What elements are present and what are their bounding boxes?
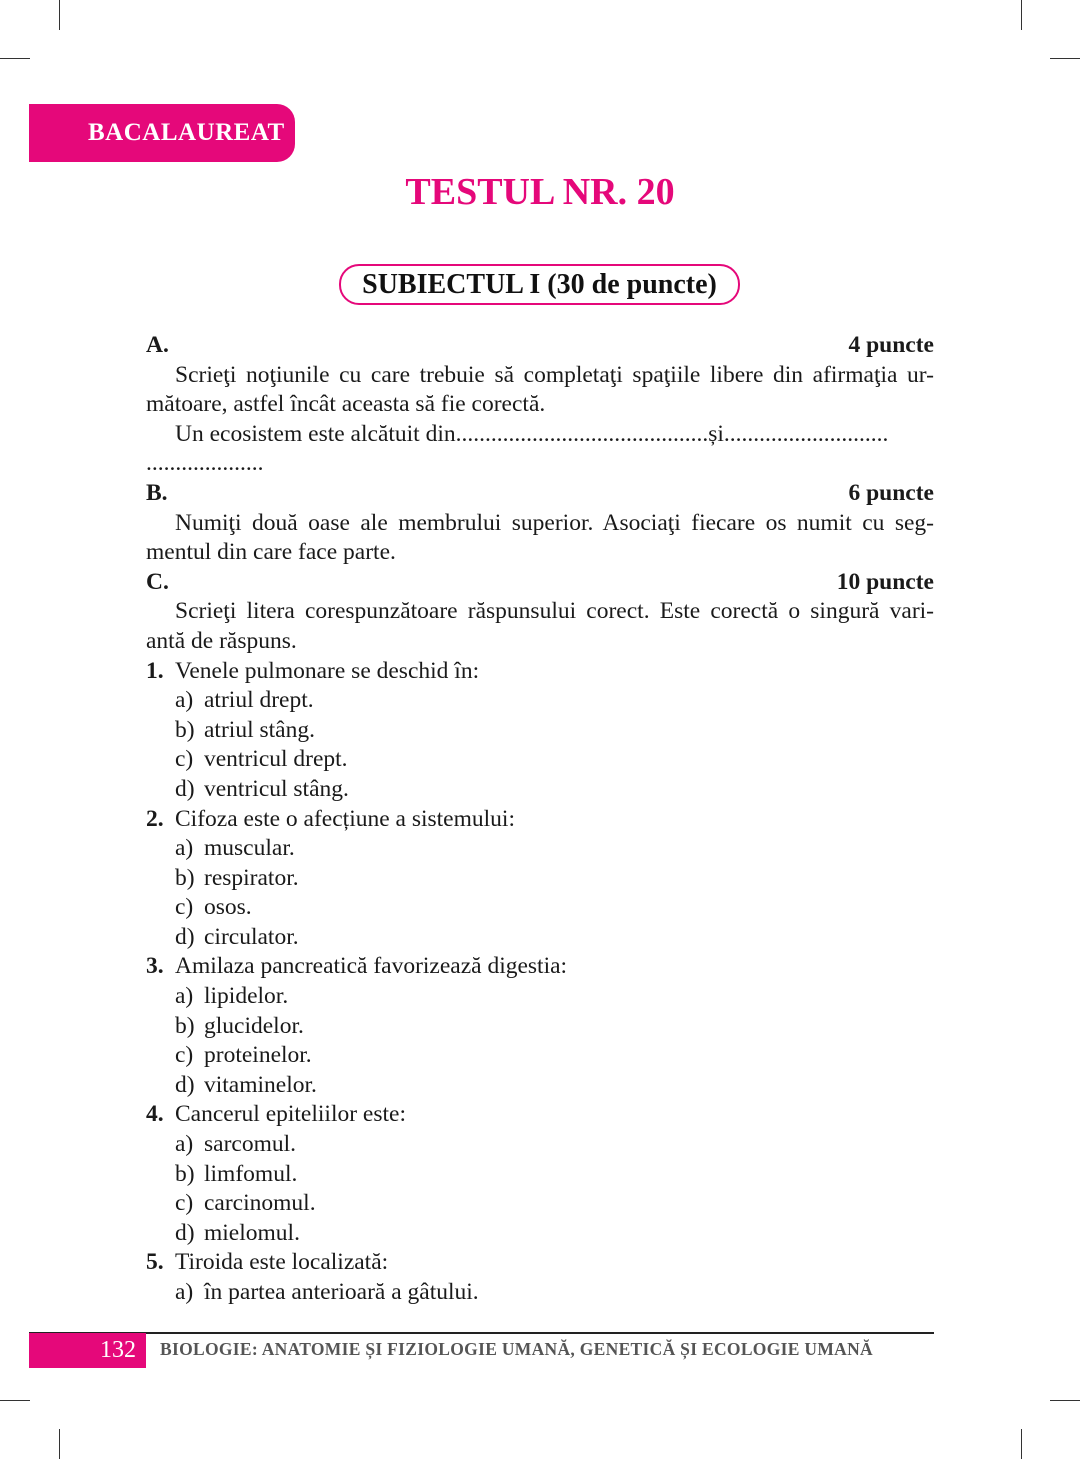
question-number: 5. [146, 1249, 164, 1276]
option-letter: c) [175, 746, 194, 773]
answer-option [146, 1219, 934, 1249]
section-points: 6 puncte [848, 479, 934, 506]
option-text: glucidelor. [204, 1012, 304, 1039]
question-text: Amilaza pancreatică favorizează digestia: [175, 953, 568, 980]
answer-option [146, 1071, 934, 1101]
answer-option [146, 893, 934, 923]
answer-option [146, 982, 934, 1012]
option-text: osos. [204, 894, 252, 921]
answer-option [146, 775, 934, 805]
option-text: mielomul. [204, 1219, 300, 1246]
answer-option [146, 864, 934, 894]
answer-option [146, 1278, 934, 1308]
answer-option [146, 1041, 934, 1071]
section-a-fill-line: Un ecosistem este alcătuit din...........................................și............................ [175, 420, 889, 447]
option-letter: d) [175, 1219, 195, 1246]
section-b-text: Numiţi două oase ale membrului superior. Asociaţi fiecare os numit cu seg- [175, 509, 934, 536]
option-text: ventricul drept. [204, 746, 348, 773]
option-text: carcinomul. [204, 1190, 316, 1217]
option-text: atriul drept. [204, 687, 314, 714]
answer-option [146, 686, 934, 716]
section-c-text: antă de răspuns. [146, 627, 297, 654]
question [146, 1100, 934, 1130]
option-letter: c) [175, 1190, 194, 1217]
section-letter: C. [146, 568, 169, 595]
option-letter: a) [175, 983, 194, 1010]
question [146, 1248, 934, 1278]
answer-option [146, 1160, 934, 1190]
running-title: BIOLOGIE: ANATOMIE ȘI FIZIOLOGIE UMANĂ, GENETICĂ ȘI ECOLOGIE UMANĂ [160, 1339, 873, 1359]
crop-mark [0, 58, 30, 59]
question-number: 4. [146, 1101, 164, 1128]
option-letter: c) [175, 894, 194, 921]
option-text: circulator. [204, 923, 299, 950]
section-b-text: mentul din care face parte. [146, 539, 396, 566]
question-number: 2. [146, 805, 164, 832]
option-text: muscular. [204, 835, 295, 862]
option-text: lipidelor. [204, 983, 289, 1010]
option-text: vitaminelor. [204, 1071, 317, 1098]
option-text: atriul stâng. [204, 716, 315, 743]
question-text: Cifoza este o afecțiune a sistemului: [175, 805, 515, 832]
option-text: proteinelor. [204, 1042, 312, 1069]
option-text: ventricul stâng. [204, 775, 349, 802]
page-number: 132 [29, 1333, 146, 1368]
question-text: Venele pulmonare se deschid în: [175, 657, 480, 684]
section-a-fill-line: .................... [146, 450, 264, 477]
section-c-header [146, 568, 934, 598]
exam-badge: BACALAUREAT [29, 104, 295, 162]
section-c-text: Scrieţi litera corespunzătoare răspunsului corect. Este corectă o singură vari- [175, 598, 934, 625]
option-letter: d) [175, 1071, 195, 1098]
footer-rule [29, 1332, 934, 1334]
crop-mark [0, 1400, 30, 1401]
question-text: Tiroida este localizată: [175, 1249, 389, 1276]
exam-content [146, 331, 934, 1308]
option-letter: d) [175, 775, 195, 802]
answer-option [146, 1130, 934, 1160]
section-points: 4 puncte [848, 332, 934, 358]
option-text: limfomul. [204, 1160, 298, 1187]
question-text: Cancerul epiteliilor este: [175, 1101, 406, 1128]
option-letter: b) [175, 1160, 195, 1187]
answer-option [146, 745, 934, 775]
question [146, 657, 934, 687]
answer-option [146, 834, 934, 864]
option-letter: a) [175, 1279, 194, 1305]
question [146, 805, 934, 835]
answer-option [146, 1189, 934, 1219]
section-b-header [146, 479, 934, 509]
crop-mark [1050, 1400, 1080, 1401]
section-a-text: Scrieţi noţiunile cu care trebuie să completaţi spaţiile libere din afirmaţia ur- [175, 361, 934, 388]
crop-mark [1050, 58, 1080, 59]
option-letter: b) [175, 864, 195, 891]
option-text: în partea anterioară a gâtului. [204, 1279, 479, 1305]
crop-mark [1021, 0, 1022, 30]
section-points: 10 puncte [836, 568, 934, 595]
question-number: 1. [146, 657, 164, 684]
option-letter: d) [175, 923, 195, 950]
answer-option [146, 716, 934, 746]
section-letter: A. [146, 332, 169, 358]
section-letter: B. [146, 479, 168, 506]
crop-mark [1021, 1429, 1022, 1459]
subject-heading: SUBIECTUL I (30 de puncte) [339, 264, 740, 305]
section-a-text: mătoare, astfel încât aceasta să fie corectă. [146, 391, 546, 418]
option-letter: a) [175, 1131, 194, 1158]
option-letter: c) [175, 1042, 194, 1069]
question-list [146, 657, 934, 1308]
answer-option [146, 923, 934, 953]
option-letter: b) [175, 716, 195, 743]
answer-option [146, 1012, 934, 1042]
option-letter: a) [175, 835, 194, 862]
option-text: sarcomul. [204, 1131, 297, 1158]
question-number: 3. [146, 953, 164, 980]
option-text: respirator. [204, 864, 299, 891]
question [146, 952, 934, 982]
crop-mark [59, 1429, 60, 1459]
crop-mark [59, 0, 60, 30]
option-letter: a) [175, 687, 194, 714]
test-title: TESTUL NR. 20 [405, 171, 675, 213]
section-a-header [146, 331, 934, 361]
option-letter: b) [175, 1012, 195, 1039]
